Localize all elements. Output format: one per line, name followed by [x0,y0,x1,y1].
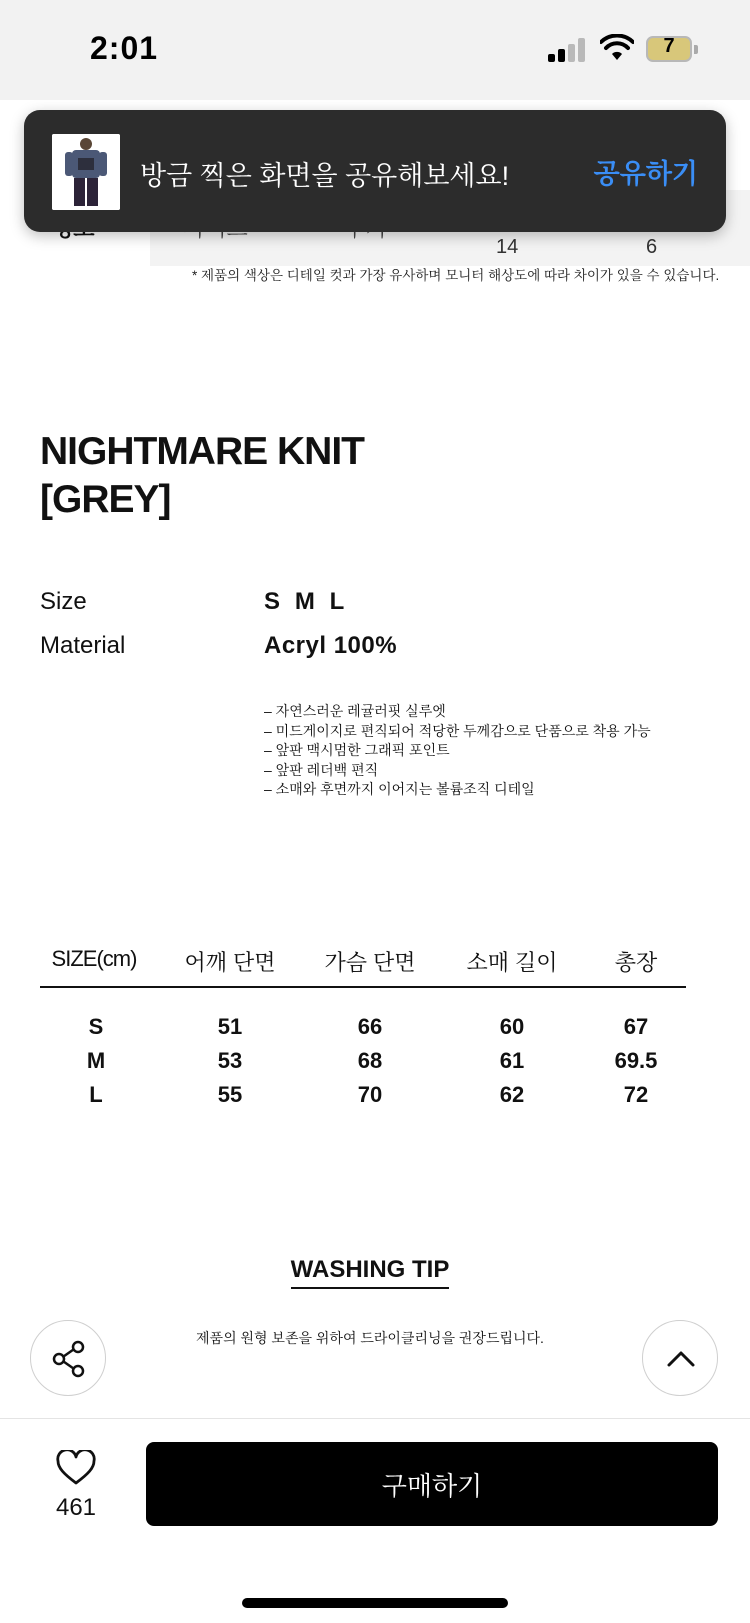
product-title-color: [GREY] [40,478,171,521]
cell-shoulder: 53 [217,1048,243,1073]
cell-length: 69.5 [614,1048,658,1073]
share-icon [49,1339,89,1379]
feature-item: – 소매와 후면까지 이어지는 볼륨조직 디테일 [264,781,535,797]
banner-share-button[interactable]: 공유하기 [594,152,698,191]
signal-icon [548,38,586,62]
status-time: 2:01 [90,30,159,66]
heart-icon [56,1450,96,1486]
cell-shoulder: 51 [217,1014,243,1039]
cell-size: S [88,1014,104,1039]
product-title-name: NIGHTMARE KNIT [40,430,364,473]
battery-level: 7 [663,35,675,57]
feature-item: – 자연스러운 레귤러핏 실루엣 [264,703,446,719]
washing-tip-title [0,1256,740,1284]
cell-length: 72 [623,1082,649,1107]
cell-length: 67 [623,1014,649,1039]
feature-item: – 앞판 레더백 편직 [264,761,379,778]
size-table-header [40,946,686,988]
feature-item: – 미드게이지로 편직되어 적당한 두께감으로 단품으로 착용 가능 [264,722,651,739]
header-shoulder: 어깨 단면 [184,950,276,975]
cell-chest: 68 [357,1048,383,1073]
home-indicator [242,1598,508,1608]
scroll-top-button[interactable] [642,1320,718,1396]
screenshot-share-banner[interactable] [24,110,726,232]
size-label: Size [40,588,87,615]
cell-size: L [89,1082,103,1107]
cell-chest: 70 [357,1082,383,1107]
cell-shoulder: 55 [217,1082,243,1107]
cell-sleeve: 61 [499,1048,525,1073]
feature-item: – 앞판 맥시멈한 그래픽 포인트 [264,742,450,758]
like-button[interactable] [44,1450,108,1491]
washing-tip-heading: WASHING TIP [291,1256,450,1289]
cell-chest: 66 [357,1014,383,1039]
cell-sleeve: 62 [499,1082,525,1107]
header-chest: 가슴 단면 [324,950,416,975]
material-label: Material [40,632,126,659]
product-title [40,428,364,524]
header-size: SIZE(cm) [51,946,137,971]
battery-icon [646,36,698,62]
cell-size: M [86,1048,106,1073]
header-sleeve: 소매 길이 [466,950,558,975]
material-value: Acryl 100% [264,632,398,659]
tab-count-review: 6 [646,236,658,258]
color-disclaimer: * 제품의 색상은 디테일 컷과 가장 유사하며 모니터 해상도에 따라 차이가 있을 수 있습니다. [192,268,720,283]
screenshot-thumbnail[interactable] [52,134,120,210]
banner-message: 방금 찍은 화면을 공유해보세요! [140,161,510,191]
size-value: S M L [264,588,345,615]
tab-count-size: 14 [496,236,519,258]
share-button[interactable] [30,1320,106,1396]
wifi-icon [600,34,634,62]
washing-tip-text: 제품의 원형 보존을 위하여 드라이클리닝을 권장드립니다. [196,1330,544,1346]
like-count: 461 [55,1494,97,1521]
feature-list [264,702,651,800]
buy-button[interactable]: 구매하기 [146,1442,718,1526]
chevron-up-icon [661,1339,701,1379]
header-length: 총장 [614,950,658,975]
cell-sleeve: 60 [499,1014,525,1039]
status-bar [0,0,750,100]
